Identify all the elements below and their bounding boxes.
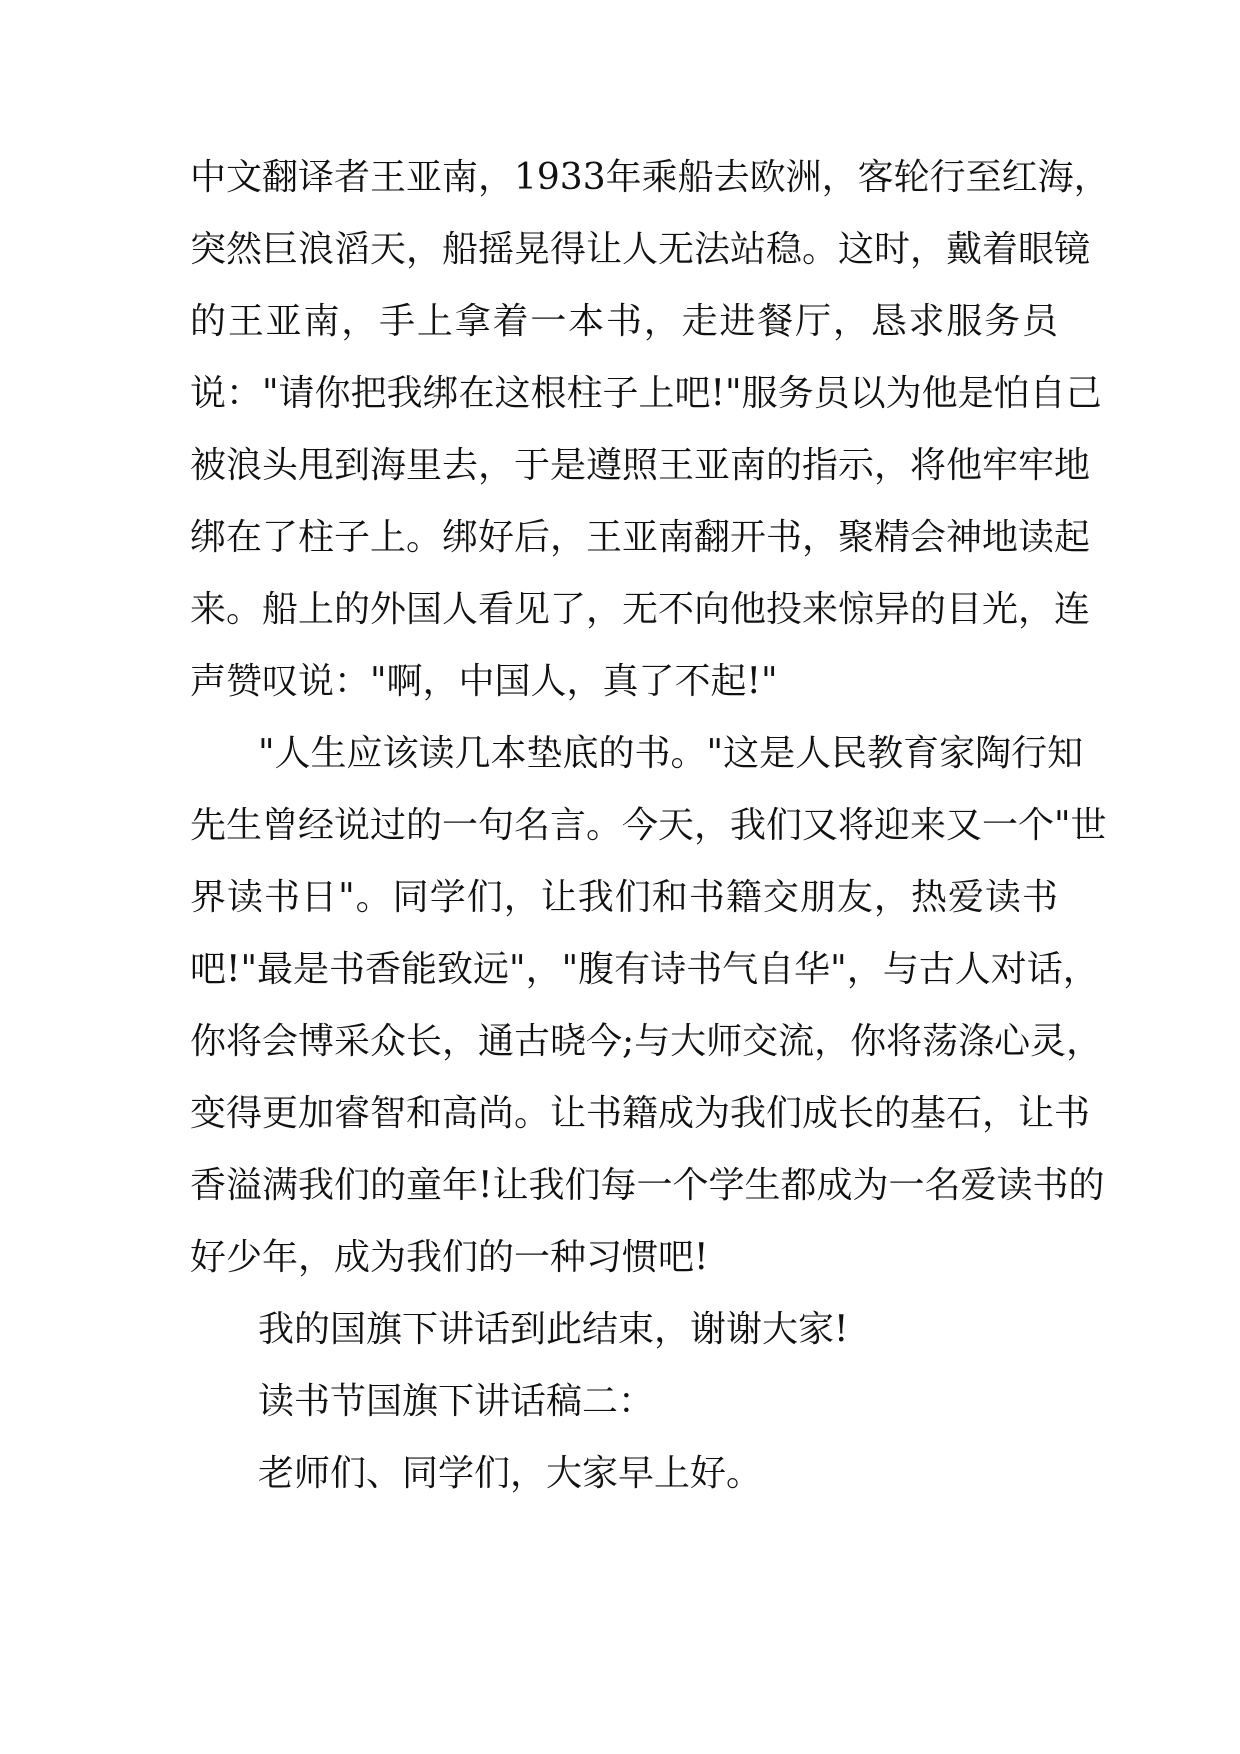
paragraph-1-line-5: 被浪头甩到海里去，于是遵照王亚南的指示，将他牢牢地 <box>190 445 1091 486</box>
paragraph-1-line-8: 声赞叹说："啊，中国人，真了不起!" <box>190 661 778 702</box>
paragraph-1-line-2: 突然巨浪滔天，船摇晃得让人无法站稳。这时，戴着眼镜 <box>190 229 1091 270</box>
paragraph-5-line-1: 老师们、同学们，大家早上好。 <box>258 1453 763 1494</box>
paragraph-1-line-1: 中文翻译者王亚南，1933年乘船去欧洲，客轮行至红海， <box>190 157 1110 198</box>
paragraph-1-line-3: 的王亚南，手上拿着一本书，走进餐厅，恳求服务员 <box>190 301 1058 342</box>
paragraph-2-line-3: 界读书日"。同学们，让我们和书籍交朋友，热爱读书 <box>190 877 1058 918</box>
paragraph-2-line-7: 香溢满我们的童年!让我们每一个学生都成为一名爱读书的 <box>190 1165 1105 1206</box>
paragraph-2-line-5: 你将会博采众长，通古晓今;与大师交流，你将荡涤心灵， <box>190 1021 1103 1062</box>
paragraph-3-line-1: 我的国旗下讲话到此结束，谢谢大家! <box>258 1309 849 1350</box>
paragraph-1-line-7: 来。船上的外国人看见了，无不向他投来惊异的目光，连 <box>190 589 1091 630</box>
paragraph-1-line-6: 绑在了柱子上。绑好后，王亚南翻开书，聚精会神地读起 <box>190 517 1091 558</box>
paragraph-2-line-2: 先生曾经说过的一句名言。今天，我们又将迎来又一个"世 <box>190 805 1107 846</box>
paragraph-1-line-4: 说："请你把我绑在这根柱子上吧!"服务员以为他是怕自己 <box>190 373 1102 414</box>
paragraph-2-line-6: 变得更加睿智和高尚。让书籍成为我们成长的基石，让书 <box>190 1093 1091 1134</box>
paragraph-2-line-8: 好少年，成为我们的一种习惯吧! <box>190 1237 709 1278</box>
paragraph-2-line-1: "人生应该读几本垫底的书。"这是人民教育家陶行知 <box>258 733 1084 774</box>
paragraph-4-line-1: 读书节国旗下讲话稿二： <box>258 1381 655 1422</box>
paragraph-2-line-4: 吧!"最是书香能致远"，"腹有诗书气自华"，与古人对话， <box>190 949 1099 990</box>
